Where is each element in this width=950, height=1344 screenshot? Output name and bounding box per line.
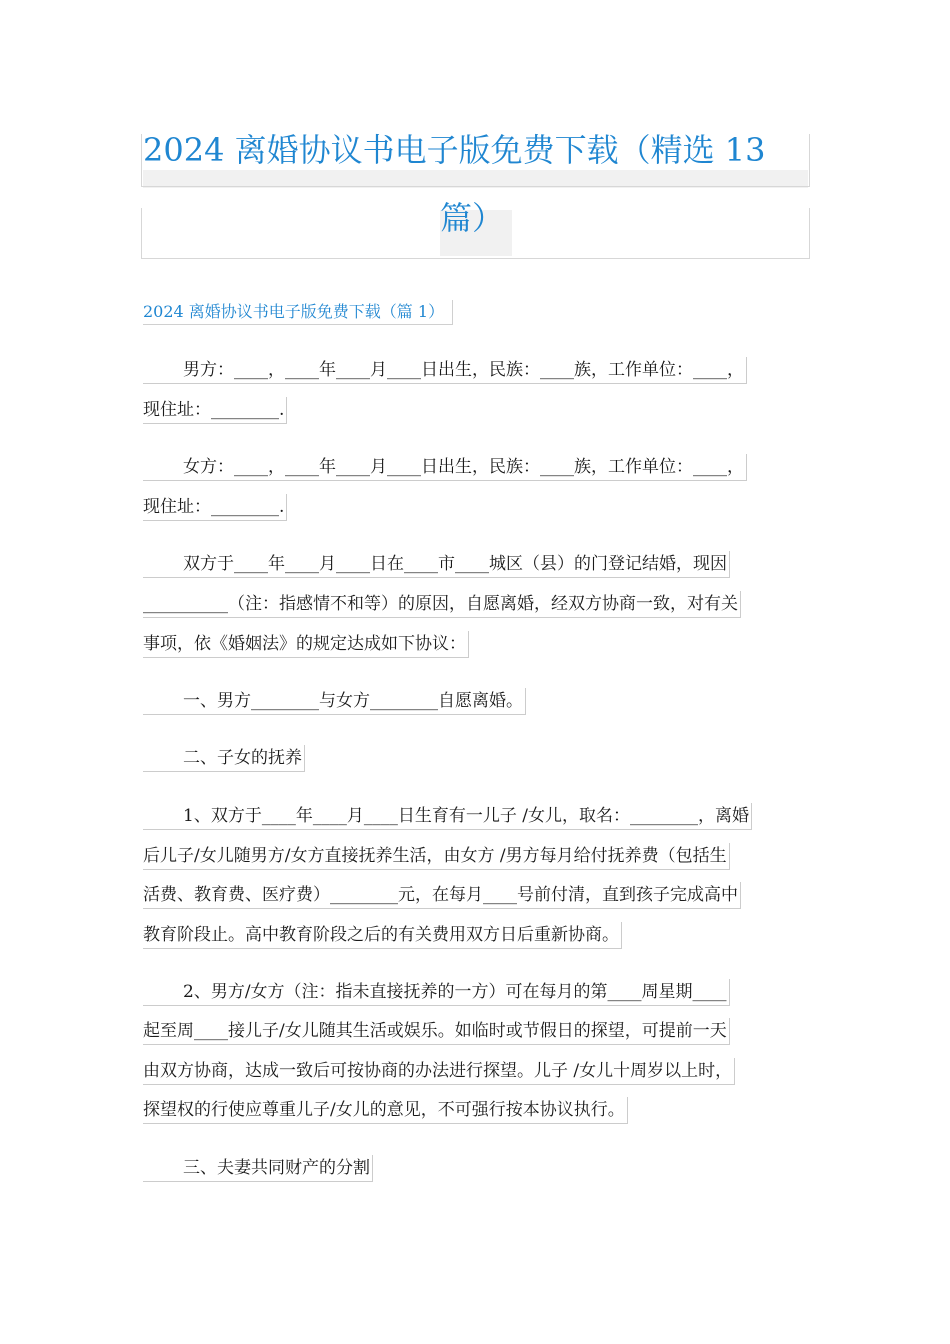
paragraph-line: 现住址：________. [143, 494, 287, 521]
page-title-line-1: 2024 离婚协议书电子版免费下载（精选 13 [143, 131, 766, 169]
paragraph-line: __________（注：指感情不和等）的原因，自愿离婚，经双方协商一致，对有关 [143, 591, 741, 618]
paragraph-line: 教育阶段止。高中教育阶段之后的有关费用双方日后重新协商。 [143, 922, 622, 949]
page-title-line-2: 篇） [440, 199, 505, 237]
section-heading: 三、夫妻共同财产的分割 [143, 1155, 373, 1182]
paragraph-line: 一、男方________与女方________自愿离婚。 [143, 688, 526, 715]
paragraph-line: 活费、教育费、医疗费）________元，在每月____号前付清，直到孩子完成高中 [143, 882, 741, 909]
paragraph-line: 男方：____，____年____月____日出生，民族：____族，工作单位：____， [143, 357, 747, 384]
paragraph-line: 现住址：________. [143, 397, 287, 424]
paragraph-line: 女方：____，____年____月____日出生，民族：____族，工作单位：____， [143, 454, 747, 481]
paragraph-line: 后儿子/女儿随男方/女方直接抚养生活，由女方 /男方每月给付抚养费（包括生 [143, 843, 730, 870]
paragraph-line: 事项，依《婚姻法》的规定达成如下协议： [143, 631, 469, 658]
paragraph-line: 2、男方/女方（注：指未直接抚养的一方）可在每月的第____周星期____ [143, 979, 730, 1006]
paragraph-line: 1、双方于____年____月____日生育有一儿子 /女儿，取名：________，离婚 [143, 803, 752, 830]
paragraph-line: 起至周____接儿子/女儿随其生活或娱乐。如临时或节假日的探望，可提前一天 [143, 1018, 730, 1045]
section-subtitle: 2024 离婚协议书电子版免费下载（篇 1） [143, 300, 453, 325]
paragraph-line: 探望权的行使应尊重儿子/女儿的意见，不可强行按本协议执行。 [143, 1097, 628, 1124]
paragraph-line: 双方于____年____月____日在____市____城区（县）的门登记结婚，现因 [143, 551, 730, 578]
section-heading: 二、子女的抚养 [143, 745, 305, 772]
paragraph-line: 由双方协商，达成一致后可按协商的办法进行探望。儿子 /女儿十周岁以上时， [143, 1058, 735, 1085]
